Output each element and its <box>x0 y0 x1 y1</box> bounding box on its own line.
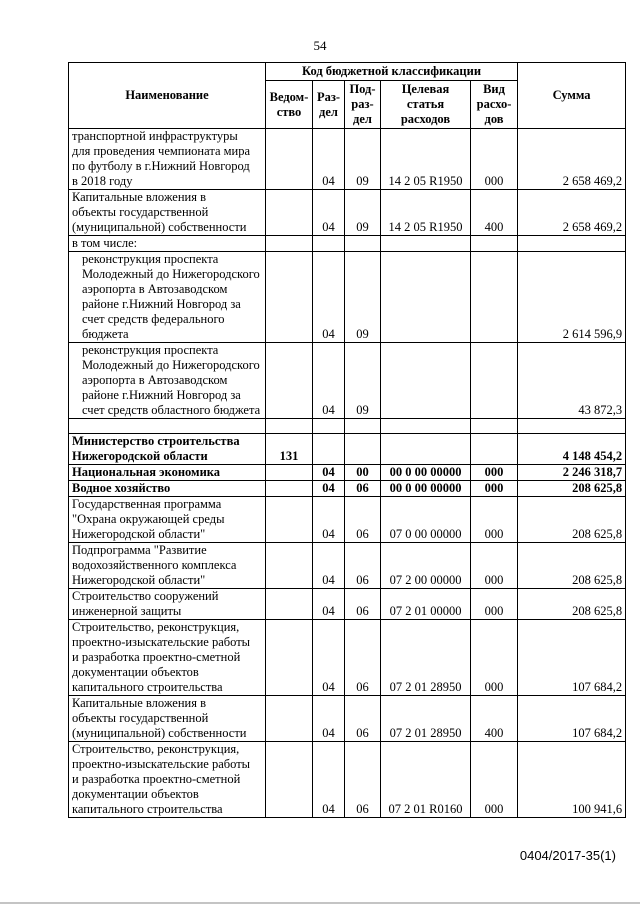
row-name-line: аэропорта в Автозаводском <box>82 373 228 387</box>
table-row <box>69 465 626 481</box>
row-podrazdel-cell <box>345 434 381 465</box>
row-name-line: Молодежный до Нижегородского <box>82 358 260 372</box>
row-sum-cell: 2 658 469,2 <box>518 190 626 236</box>
row-name-line: Капитальные вложения в <box>72 696 206 710</box>
row-podrazdel-cell <box>345 236 381 252</box>
row-vid-cell <box>471 343 518 419</box>
row-vedomstvo-cell <box>266 236 313 252</box>
row-podrazdel-cell: 06 <box>345 481 381 497</box>
row-target-cell: 00 0 00 00000 <box>381 481 471 497</box>
row-name-line: Государственная программа <box>72 497 222 511</box>
row-vid-cell: 400 <box>471 190 518 236</box>
row-vedomstvo-cell <box>266 481 313 497</box>
row-name-line: реконструкция проспекта <box>82 252 219 266</box>
row-vedomstvo-cell <box>266 620 313 696</box>
document-code: 0404/2017-35(1) <box>519 848 616 863</box>
table-row <box>69 620 626 696</box>
table-row <box>69 190 626 236</box>
row-vedomstvo-cell: 131 <box>266 434 313 465</box>
scan-edge-divider <box>0 902 640 904</box>
row-razdel-cell: 04 <box>313 589 345 620</box>
row-target-cell: 14 2 05 R1950 <box>381 190 471 236</box>
empty-cell <box>266 419 313 434</box>
row-name-line: Молодежный до Нижегородского <box>82 267 260 281</box>
row-vid-cell: 000 <box>471 497 518 543</box>
table-row <box>69 481 626 497</box>
row-vedomstvo-cell <box>266 252 313 343</box>
row-name-cell <box>69 190 266 236</box>
row-vid-cell <box>471 434 518 465</box>
table-row <box>69 543 626 589</box>
budget-table <box>68 62 626 818</box>
row-target-cell <box>381 434 471 465</box>
row-podrazdel-cell: 09 <box>345 252 381 343</box>
row-name-cell <box>69 236 266 252</box>
row-vedomstvo-cell <box>266 742 313 818</box>
header-razdel: Раз- дел <box>313 81 345 129</box>
row-name-line: Строительство сооружений <box>72 589 219 603</box>
row-target-cell: 07 0 00 00000 <box>381 497 471 543</box>
row-podrazdel-cell: 06 <box>345 620 381 696</box>
row-name-line: (муниципальной) собственности <box>72 220 247 234</box>
row-name-line: в том числе: <box>72 236 138 250</box>
row-razdel-cell: 04 <box>313 481 345 497</box>
header-code-group: Код бюджетной классификации <box>266 63 518 81</box>
row-sum-cell: 208 625,8 <box>518 497 626 543</box>
row-podrazdel-cell: 06 <box>345 589 381 620</box>
row-sum-cell: 107 684,2 <box>518 620 626 696</box>
row-name-line: капитального строительства <box>72 680 223 694</box>
header-vid: Вид расхо- дов <box>471 81 518 129</box>
row-name-cell <box>69 497 266 543</box>
row-name-line: (муниципальной) собственности <box>72 726 247 740</box>
header-sum: Сумма <box>518 63 626 129</box>
row-name-line: объекты государственной <box>72 205 209 219</box>
row-name-line: для проведения чемпионата мира <box>72 144 251 158</box>
row-vedomstvo-cell <box>266 696 313 742</box>
row-name-line: Строительство, реконструкция, <box>72 620 240 634</box>
row-vedomstvo-cell <box>266 465 313 481</box>
row-vedomstvo-cell <box>266 497 313 543</box>
row-razdel-cell <box>313 434 345 465</box>
row-name-cell <box>69 252 266 343</box>
row-sum-cell: 2 614 596,9 <box>518 252 626 343</box>
table-row <box>69 696 626 742</box>
row-name-cell <box>69 696 266 742</box>
row-name-line: объекты государственной <box>72 711 209 725</box>
row-name-line: счет средств федерального <box>82 312 225 326</box>
empty-cell <box>471 419 518 434</box>
row-razdel-cell: 04 <box>313 696 345 742</box>
row-name-cell <box>69 620 266 696</box>
row-name-line: "Охрана окружающей среды <box>72 512 225 526</box>
row-name-line: районе г.Нижний Новгород за <box>82 388 241 402</box>
row-name-line: транспортной инфраструктуры <box>72 129 238 143</box>
row-name-line: счет средств областного бюджета <box>82 403 261 417</box>
row-vid-cell: 000 <box>471 465 518 481</box>
row-name-line: Нижегородской области" <box>72 573 206 587</box>
row-name-line: и разработка проектно-сметной <box>72 650 241 664</box>
row-sum-cell: 107 684,2 <box>518 696 626 742</box>
row-name-cell <box>69 434 266 465</box>
table-row <box>69 252 626 343</box>
row-sum-cell: 208 625,8 <box>518 543 626 589</box>
row-sum-cell: 100 941,6 <box>518 742 626 818</box>
row-sum-cell: 4 148 454,2 <box>518 434 626 465</box>
row-target-cell <box>381 343 471 419</box>
header-target: Целевая статья расходов <box>381 81 471 129</box>
row-target-cell: 00 0 00 00000 <box>381 465 471 481</box>
row-vid-cell <box>471 236 518 252</box>
row-name-cell <box>69 589 266 620</box>
table-spacer-row <box>69 419 626 434</box>
row-name-line: и разработка проектно-сметной <box>72 772 241 786</box>
row-name-line: документации объектов <box>72 787 199 801</box>
table-row <box>69 497 626 543</box>
page-number: 54 <box>313 38 327 53</box>
row-vid-cell: 000 <box>471 620 518 696</box>
row-vid-cell: 400 <box>471 696 518 742</box>
header-vedomstvo: Ведом- ство <box>266 81 313 129</box>
row-name-line: водохозяйственного комплекса <box>72 558 237 572</box>
row-name-line: по футболу в г.Нижний Новгород <box>72 159 250 173</box>
row-vedomstvo-cell <box>266 589 313 620</box>
row-name-line: Нижегородской области" <box>72 527 206 541</box>
header-name: Наименование <box>69 63 266 129</box>
empty-cell <box>518 419 626 434</box>
row-razdel-cell: 04 <box>313 343 345 419</box>
empty-cell <box>313 419 345 434</box>
row-podrazdel-cell: 09 <box>345 190 381 236</box>
empty-cell <box>345 419 381 434</box>
row-name-line: инженерной защиты <box>72 604 182 618</box>
row-name-cell <box>69 465 266 481</box>
table-row <box>69 589 626 620</box>
row-vedomstvo-cell <box>266 343 313 419</box>
row-sum-cell: 43 872,3 <box>518 343 626 419</box>
row-vedomstvo-cell <box>266 190 313 236</box>
row-razdel-cell: 04 <box>313 129 345 190</box>
row-podrazdel-cell: 06 <box>345 742 381 818</box>
row-name-line: Строительство, реконструкция, <box>72 742 240 756</box>
row-vid-cell: 000 <box>471 129 518 190</box>
row-razdel-cell: 04 <box>313 742 345 818</box>
row-name-line: Национальная экономика <box>72 465 221 479</box>
row-razdel-cell: 04 <box>313 465 345 481</box>
row-name-cell <box>69 742 266 818</box>
row-razdel-cell <box>313 236 345 252</box>
row-target-cell <box>381 252 471 343</box>
row-name-line: Подпрограмма "Развитие <box>72 543 207 557</box>
row-name-cell <box>69 543 266 589</box>
row-sum-cell: 208 625,8 <box>518 589 626 620</box>
row-vid-cell: 000 <box>471 742 518 818</box>
row-vid-cell <box>471 252 518 343</box>
row-name-line: проектно-изыскательские работы <box>72 635 251 649</box>
row-podrazdel-cell: 06 <box>345 497 381 543</box>
row-podrazdel-cell: 09 <box>345 343 381 419</box>
row-razdel-cell: 04 <box>313 620 345 696</box>
row-vid-cell: 000 <box>471 543 518 589</box>
row-podrazdel-cell: 06 <box>345 543 381 589</box>
row-name-line: Министерство строительства <box>72 434 240 448</box>
table-row <box>69 742 626 818</box>
header-podrazdel: Под- раз- дел <box>345 81 381 129</box>
row-vid-cell: 000 <box>471 589 518 620</box>
row-name-line: Капитальные вложения в <box>72 190 206 204</box>
empty-cell <box>69 419 266 434</box>
row-name-cell <box>69 129 266 190</box>
row-name-cell <box>69 481 266 497</box>
row-name-line: проектно-изыскательские работы <box>72 757 251 771</box>
row-target-cell: 07 2 01 R0160 <box>381 742 471 818</box>
row-podrazdel-cell: 06 <box>345 696 381 742</box>
table-row <box>69 434 626 465</box>
row-name-line: документации объектов <box>72 665 199 679</box>
row-sum-cell: 2 246 318,7 <box>518 465 626 481</box>
row-name-line: в 2018 году <box>72 174 133 188</box>
row-razdel-cell: 04 <box>313 252 345 343</box>
row-vedomstvo-cell <box>266 129 313 190</box>
row-razdel-cell: 04 <box>313 543 345 589</box>
row-vedomstvo-cell <box>266 543 313 589</box>
row-vid-cell: 000 <box>471 481 518 497</box>
row-razdel-cell: 04 <box>313 190 345 236</box>
row-target-cell <box>381 236 471 252</box>
row-name-line: Нижегородской области <box>72 449 208 463</box>
row-target-cell: 07 2 01 00000 <box>381 589 471 620</box>
empty-cell <box>381 419 471 434</box>
table-body <box>69 129 626 818</box>
row-name-cell <box>69 343 266 419</box>
row-name-line: аэропорта в Автозаводском <box>82 282 228 296</box>
row-razdel-cell: 04 <box>313 497 345 543</box>
row-target-cell: 07 2 01 28950 <box>381 696 471 742</box>
row-sum-cell <box>518 236 626 252</box>
table-row <box>69 343 626 419</box>
row-name-line: Водное хозяйство <box>72 481 171 495</box>
row-name-line: районе г.Нижний Новгород за <box>82 297 241 311</box>
row-name-line: реконструкция проспекта <box>82 343 219 357</box>
table-row <box>69 236 626 252</box>
row-target-cell: 14 2 05 R1950 <box>381 129 471 190</box>
row-name-line: капитального строительства <box>72 802 223 816</box>
row-target-cell: 07 2 00 00000 <box>381 543 471 589</box>
row-target-cell: 07 2 01 28950 <box>381 620 471 696</box>
table-row <box>69 129 626 190</box>
row-sum-cell: 208 625,8 <box>518 481 626 497</box>
row-podrazdel-cell: 00 <box>345 465 381 481</box>
row-sum-cell: 2 658 469,2 <box>518 129 626 190</box>
row-podrazdel-cell: 09 <box>345 129 381 190</box>
row-name-line: бюджета <box>82 327 129 341</box>
